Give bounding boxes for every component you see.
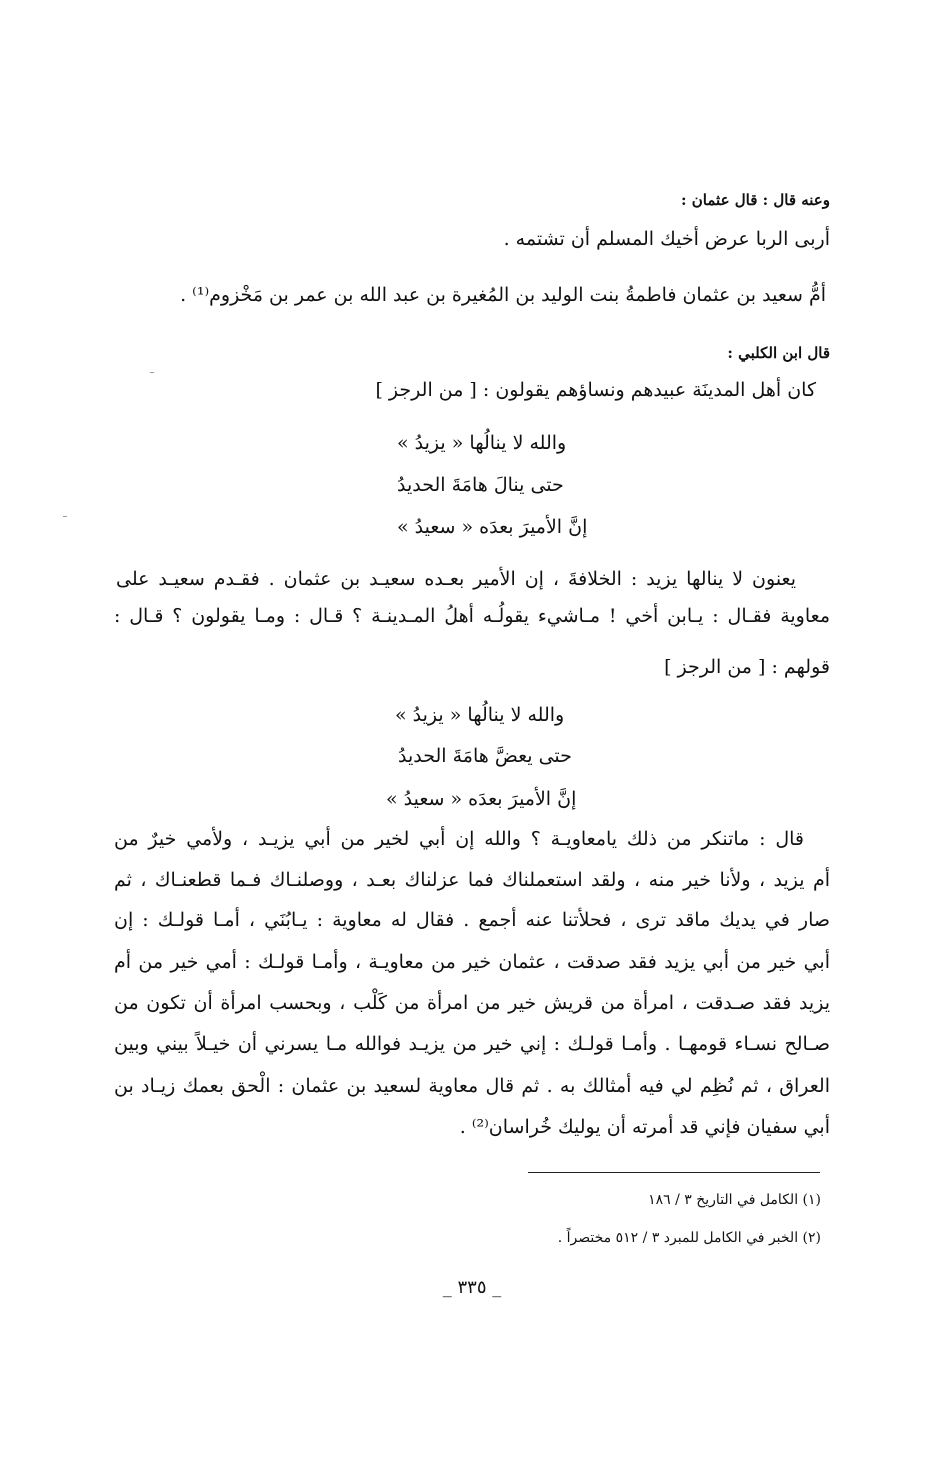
verse-line: حتى يعضَّ هامَةَ الحديدُ xyxy=(398,745,572,767)
text-line: معاوية فقـال : يـابن أخي ! مـاشيء يقولُـه أهلُ المـدينـة ؟ قـال : ومـا يقولون ؟ قـال : xyxy=(114,605,830,627)
verse-line: والله لا ينالُها « يزيدُ » xyxy=(395,704,565,726)
text-line: يعنون لا ينالها يزيد : الخلافةَ ، إن الأمير بعـده سعيـد بن عثمان . فقـدم سعيـد على xyxy=(116,568,796,590)
text-line: العراق ، ثم نُظِم لي فيه أمثالك به . ثم قال معاوية لسعيد بن عثمان : الْحق بعمك زيـاد بن xyxy=(114,1075,830,1097)
scan-speck xyxy=(63,516,67,517)
text-line: أم يزيد ، ولأنا خير منه ، ولقد استعملناك فما عزلناك بعـد ، ووصلنـاك فـما قطعنـاك ، ثم xyxy=(114,869,830,891)
footnote: (١) الكامل في التاريخ ٣ / ١٨٦ xyxy=(648,1192,821,1208)
text-line: صار في يديك ماقد ترى ، فحلأتنا عنه أجمع . فقال له معاوية : يـابُنَي ، أمـا قولـك : إن xyxy=(114,909,830,931)
text-line: أمُّ سعيد بن عثمان فاطمةُ بنت الوليد بن المُغيرة بن عبد الله بن عمر بن مَخْزوم⁽¹⁾ . xyxy=(180,284,826,306)
text-line: صـالح نسـاء قومهـا . وأمـا قولـك : إني خير من يزيـد فوالله مـا يسرني أن خيـلاً بيني وبين xyxy=(114,1033,830,1055)
text-line: كان أهل المدينَة عبيدهم ونساؤهم يقولون : [ من الرجز ] xyxy=(375,379,816,401)
text-line: أبي سفيان فإني قد أمرته أن يوليك خُراسان⁽²⁾ . xyxy=(459,1116,830,1138)
verse-line: حتى ينالَ هامَةَ الحديدُ xyxy=(397,474,564,496)
verse-line: والله لا ينالُها « يزيدُ » xyxy=(397,432,567,454)
text-line: قال : ماتنكر من ذلك يامعاويـة ؟ والله إن أبي لخير من أبي يزيـد ، ولأمي خيرٌ من xyxy=(114,828,804,850)
page-number: _ ٣٣٥ _ xyxy=(442,1277,502,1298)
section-heading: قال ابن الكلبي : xyxy=(727,344,830,362)
section-heading: وعنه قال : قال عثمان : xyxy=(681,191,830,209)
text-line: أربى الربا عرض أخيك المسلم أن تشتمه . xyxy=(503,228,830,250)
text-line: يزيد فقد صـدقت ، امرأة من قريش خير من امرأة من كَلْب ، وبحسب امرأة أن تكون من xyxy=(114,992,830,1014)
text-line: قولهم : [ من الرجز ] xyxy=(664,656,830,678)
verse-line: إنَّ الأميرَ بعدَه « سعيدُ » xyxy=(397,516,588,538)
footnote-separator xyxy=(528,1172,820,1173)
text-line: أبي خير من أبي يزيد فقد صدقت ، عثمان خير من معاويـة ، وأمـا قولـك : أمي خير من أم xyxy=(114,951,830,973)
scan-speck xyxy=(150,372,154,373)
footnote: (٢) الخبر في الكامل للمبرد ٣ / ٥١٢ مختصراً . xyxy=(557,1230,821,1246)
verse-line: إنَّ الأميرَ بعدَه « سعيدُ » xyxy=(386,788,577,810)
